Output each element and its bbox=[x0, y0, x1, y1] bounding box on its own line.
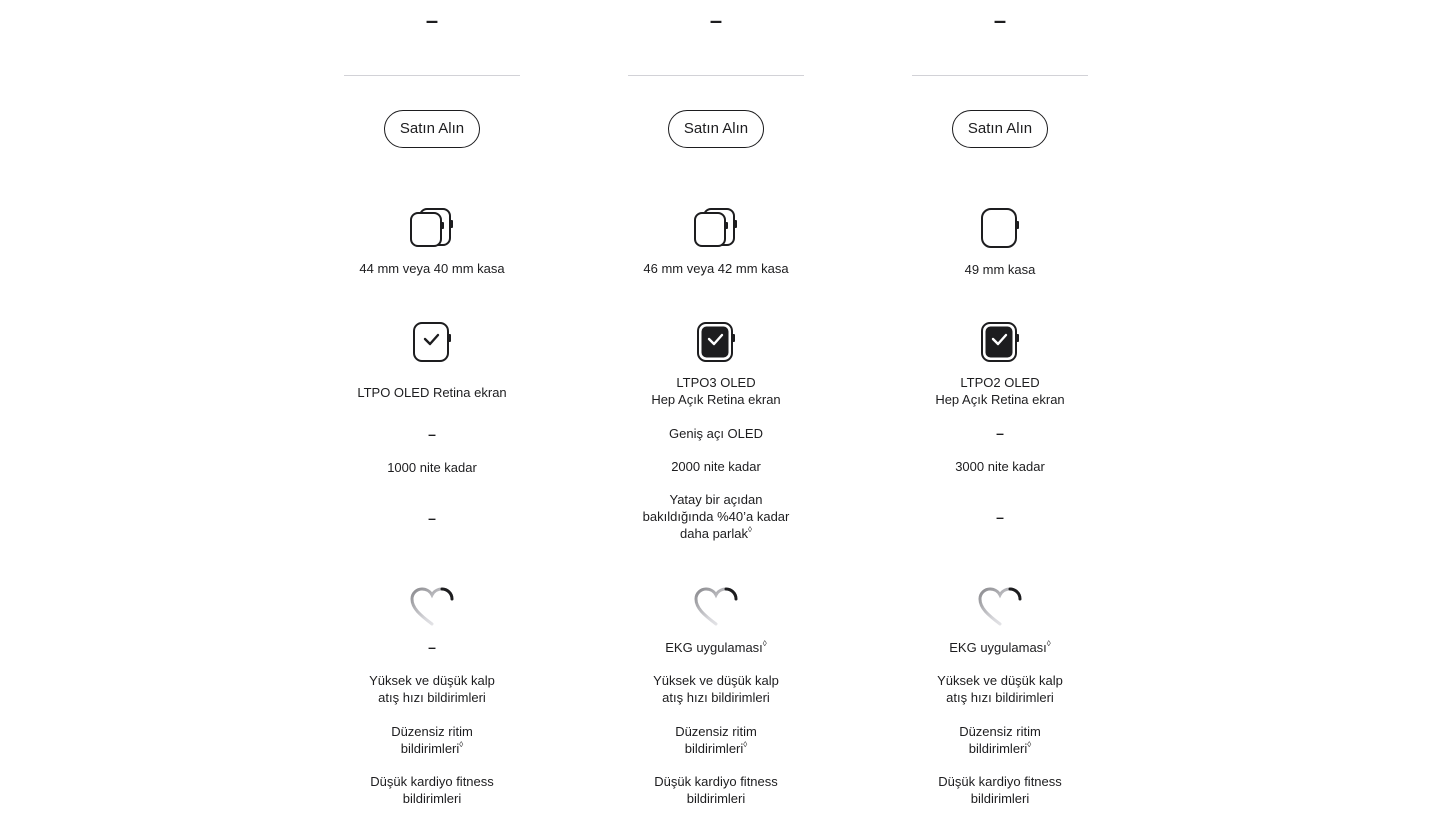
cardio-fitness bbox=[900, 773, 1100, 807]
wide-angle-oled: – bbox=[996, 425, 1004, 441]
heart-rate-line-2: atış hızı bildirimleri bbox=[662, 690, 770, 705]
irregular-line-1: Düzensiz ritim bbox=[959, 724, 1041, 739]
heart-rate-notifications bbox=[900, 672, 1100, 706]
divider bbox=[628, 75, 804, 76]
peak-brightness: 3000 nite kadar bbox=[955, 459, 1045, 474]
angle-line-1: Yatay bir açıdan bbox=[669, 492, 763, 507]
heart-rate-line-1: Yüksek ve düşük kalp bbox=[369, 673, 495, 688]
irregular-line-1: Düzensiz ritim bbox=[391, 724, 473, 739]
case-size: 49 mm kasa bbox=[964, 262, 1036, 277]
footnote-mark[interactable]: ◊ bbox=[459, 740, 464, 749]
display-type bbox=[616, 374, 816, 408]
footnote-mark[interactable]: ◊ bbox=[743, 740, 748, 749]
display-line-1: LTPO2 OLED bbox=[960, 375, 1040, 390]
buy-button[interactable]: Satın Alın bbox=[952, 110, 1048, 148]
footnote-mark[interactable]: ◊ bbox=[762, 639, 767, 648]
heart-icon bbox=[696, 587, 736, 627]
divider bbox=[344, 75, 520, 76]
heart-icon bbox=[980, 587, 1020, 627]
peak-brightness: 2000 nite kadar bbox=[671, 459, 761, 474]
single-watch-case-icon bbox=[980, 208, 1020, 248]
irregular-line-1: Düzensiz ritim bbox=[675, 724, 757, 739]
top-value: – bbox=[425, 8, 439, 33]
irregular-line-2: bildirimleri bbox=[400, 741, 460, 756]
buy-button[interactable]: Satın Alın bbox=[668, 110, 764, 148]
dual-watch-case-icon bbox=[412, 208, 452, 248]
cardio-line-1: Düşük kardiyo fitness bbox=[370, 774, 494, 789]
top-value: – bbox=[993, 8, 1007, 33]
ekg-label: EKG uygulaması bbox=[949, 640, 1047, 655]
angle-line-3: daha parlak bbox=[680, 526, 748, 541]
ekg-app bbox=[332, 639, 532, 656]
ekg-label: EKG uygulaması bbox=[665, 640, 763, 655]
footnote-mark[interactable]: ◊ bbox=[1046, 639, 1051, 648]
ekg-app bbox=[900, 639, 1100, 656]
heart-rate-line-2: atış hızı bildirimleri bbox=[378, 690, 486, 705]
heart-icon bbox=[412, 587, 452, 627]
angle-brightness: – bbox=[996, 509, 1004, 525]
footnote-mark[interactable]: ◊ bbox=[1027, 740, 1032, 749]
dual-watch-case-icon bbox=[696, 208, 736, 248]
ekg-label: – bbox=[428, 639, 436, 655]
wide-angle-oled: Geniş açı OLED bbox=[669, 426, 763, 441]
footnote-mark[interactable]: ◊ bbox=[748, 525, 752, 534]
irregular-rhythm bbox=[332, 723, 532, 757]
comparison-column bbox=[344, 0, 520, 837]
heart-rate-line-2: atış hızı bildirimleri bbox=[946, 690, 1054, 705]
display-type: LTPO OLED Retina ekran bbox=[357, 385, 507, 400]
top-value: – bbox=[709, 8, 723, 33]
ekg-app bbox=[616, 639, 816, 656]
cardio-fitness bbox=[616, 773, 816, 807]
angle-line-2: bakıldığında %40’a kadar bbox=[642, 509, 790, 524]
comparison-column bbox=[628, 0, 804, 837]
case-size: 46 mm veya 42 mm kasa bbox=[643, 261, 789, 276]
display-line-2: Hep Açık Retina ekran bbox=[935, 392, 1065, 407]
case-size: 44 mm veya 40 mm kasa bbox=[359, 261, 505, 276]
watch-display-outline-icon bbox=[412, 322, 452, 362]
heart-rate-line-1: Yüksek ve düşük kalp bbox=[937, 673, 1063, 688]
cardio-line-2: bildirimleri bbox=[686, 791, 746, 806]
display-line-1: LTPO3 OLED bbox=[676, 375, 756, 390]
comparison-column bbox=[912, 0, 1088, 837]
irregular-rhythm bbox=[616, 723, 816, 757]
cardio-fitness bbox=[332, 773, 532, 807]
peak-brightness: 1000 nite kadar bbox=[387, 460, 477, 475]
watch-display-filled-icon bbox=[696, 322, 736, 362]
display-type bbox=[900, 374, 1100, 408]
heart-rate-line-1: Yüksek ve düşük kalp bbox=[653, 673, 779, 688]
irregular-line-2: bildirimleri bbox=[684, 741, 744, 756]
cardio-line-1: Düşük kardiyo fitness bbox=[654, 774, 778, 789]
irregular-line-2: bildirimleri bbox=[968, 741, 1028, 756]
display-line-2: Hep Açık Retina ekran bbox=[651, 392, 781, 407]
cardio-line-2: bildirimleri bbox=[402, 791, 462, 806]
buy-button[interactable]: Satın Alın bbox=[384, 110, 480, 148]
irregular-rhythm bbox=[900, 723, 1100, 757]
cardio-line-1: Düşük kardiyo fitness bbox=[938, 774, 1062, 789]
heart-rate-notifications bbox=[616, 672, 816, 706]
divider bbox=[912, 75, 1088, 76]
wide-angle-oled: – bbox=[428, 426, 436, 442]
heart-rate-notifications bbox=[332, 672, 532, 706]
angle-brightness bbox=[616, 491, 816, 542]
watch-display-filled-icon bbox=[980, 322, 1020, 362]
cardio-line-2: bildirimleri bbox=[970, 791, 1030, 806]
angle-brightness: – bbox=[428, 510, 436, 526]
